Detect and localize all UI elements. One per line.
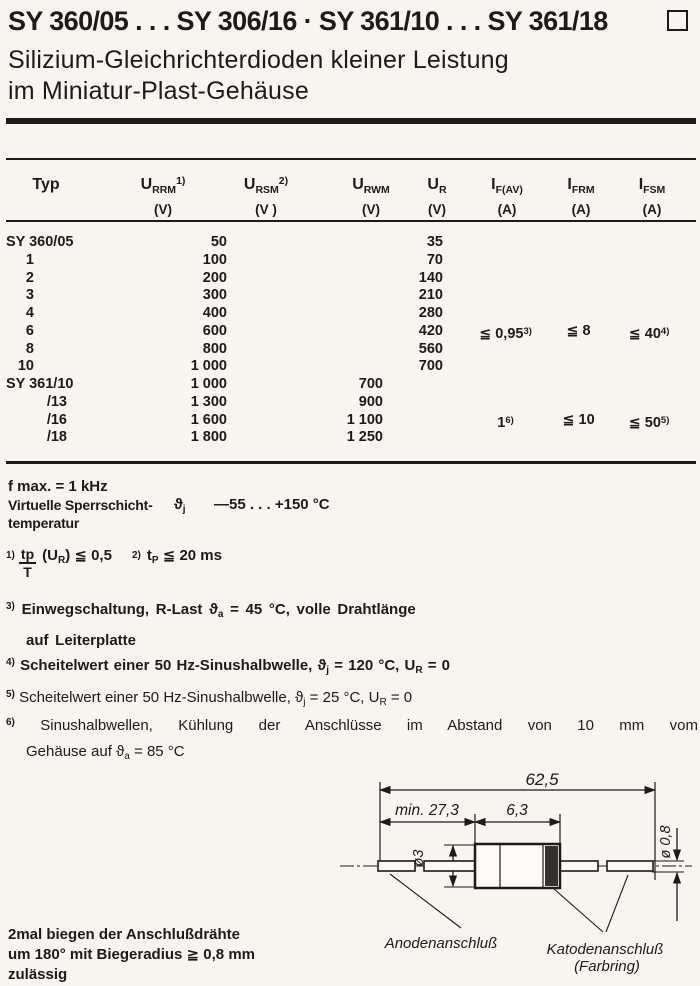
divider-table-top (6, 158, 696, 160)
table-row: 1 100 70 (25, 251, 443, 268)
package-drawing (330, 758, 700, 975)
anode-lead-segment (378, 861, 415, 871)
col-header-ursm: $U_{RSM}^{2)}$ (V ) (243, 175, 289, 217)
duty-cycle-fraction: $\frac{tp}{T}$ (20, 546, 35, 580)
divider-table-bottom (6, 461, 696, 464)
footnote-5: $^{5)}$ Scheitelwert einer 50 Hz-Sinushalbwelle, $ϑ_j = 25$ °C, $U_R = 0$ (6, 689, 413, 708)
table-row: SY 361/10 1 000 700 (6, 376, 383, 392)
ratings-table (0, 234, 700, 447)
cathode-leader (606, 875, 628, 932)
footnote-marker: 2) (131, 550, 141, 561)
table-row: 8 800 560 (25, 340, 443, 357)
table-row: /13 1 300 900 (46, 393, 383, 410)
dim-body-label: 6,3 (506, 802, 528, 819)
page-title: SY 360/05 . . . SY 306/16 · SY 361/10 . . . SY 361/18 (8, 6, 608, 36)
dim-overall-label: 62,5 (525, 770, 559, 789)
table-row: 2 200 140 (25, 269, 443, 286)
divider-thick (6, 118, 696, 124)
subtitle-line2: im Miniatur-Plast-Gehäuse (8, 77, 309, 105)
header-symbol: Typ (32, 176, 60, 193)
footnote-3: $^{3)}$ Einwegschaltung, R-Last $ϑ_a = 45$ °C, volle Drahtlänge auf Leiterplatte (6, 601, 416, 649)
footnote-4: $^{4)}$ Scheitelwert einer 50 Hz-Sinushalbwelle, $ϑ_j = 120$ °C, $U_R = 0$ (6, 657, 451, 676)
table-row: 3 300 210 (25, 287, 443, 304)
dim-lead-min-label: min. 27,3 (395, 802, 459, 819)
footnote-6: $^{6)}$ Sinushalbwellen, Kühlung der Anschlüsse im Abstand von 10 mm vom Gehäuse auf $ϑ_a = 85$ °C (6, 717, 698, 762)
cathode-lead-segment (607, 861, 653, 871)
table-row: 4 400 280 (25, 305, 443, 321)
col-header-ifav: $I_{F(AV)}$ (A) (491, 176, 523, 217)
junction-temp-label: Virtuelle Sperrschicht- temperatur (8, 497, 153, 531)
footnote-1-2: 1) $\frac{tp}{T}$ $(U_R)$ ≦ 0,5 2) $t_P$ ≦ 20 ms (6, 546, 222, 580)
anode-leader (390, 874, 461, 928)
cathode-leader (554, 889, 603, 932)
col-header-urrm: $U_{RRM}^{1)}$ (V) (140, 175, 186, 217)
theta-j-symbol: $ϑ_j$ (174, 496, 186, 515)
subtitle-line1: Silizium-Gleichrichterdioden kleiner Leistung (8, 46, 509, 74)
col-header-ur: $U_R$ (V) (427, 176, 447, 217)
cell-typ: SY 360/05 (6, 234, 74, 250)
table-row: SY 360/05 50 35 (6, 234, 443, 250)
dim-body-dia-label: ø3 (411, 849, 427, 867)
junction-temp-range: —55 . . . +150 °C (214, 496, 330, 513)
cathode-band (545, 846, 558, 886)
divider-header-bottom (6, 220, 696, 222)
anode-lead-segment (424, 861, 475, 871)
table-row: 6 600 420 ≦ 0,95$^{3)}$ ≦ 8 ≦ 40$^{4)}$ (25, 322, 670, 342)
col-header-urwm: $U_{RWM}$ (V) (352, 176, 390, 217)
table-row: 10 1 000 700 (17, 358, 443, 375)
table-row: /18 1 800 1 250 (46, 429, 383, 446)
table-row: /16 1 600 1 100 1$^{6)}$ ≦ 10 ≦ 50$^{5)}$ (46, 411, 670, 431)
col-header-ifsm: $I_{FSM}$ (A) (638, 176, 666, 217)
cathode-label: Katodenanschluß (546, 941, 664, 958)
corner-box-icon (667, 10, 688, 31)
col-header-ifrm: $I_{FRM}$ (A) (567, 176, 595, 217)
footnote-marker: 1) (6, 550, 15, 561)
col-header-typ (10, 170, 82, 201)
bend-note: 2mal biegen der Anschlußdrähte um 180° mit Biegeradius ≧ 0,8 mm zulässig (8, 926, 255, 983)
cathode-colorring-label: (Farbring) (574, 958, 640, 975)
dim-lead-dia-label: ø 0,8 (658, 825, 674, 859)
anode-label: Anodenanschluß (384, 935, 498, 952)
cathode-lead-segment (560, 861, 598, 871)
fmax-spec: f max. = 1 kHz (8, 478, 108, 495)
